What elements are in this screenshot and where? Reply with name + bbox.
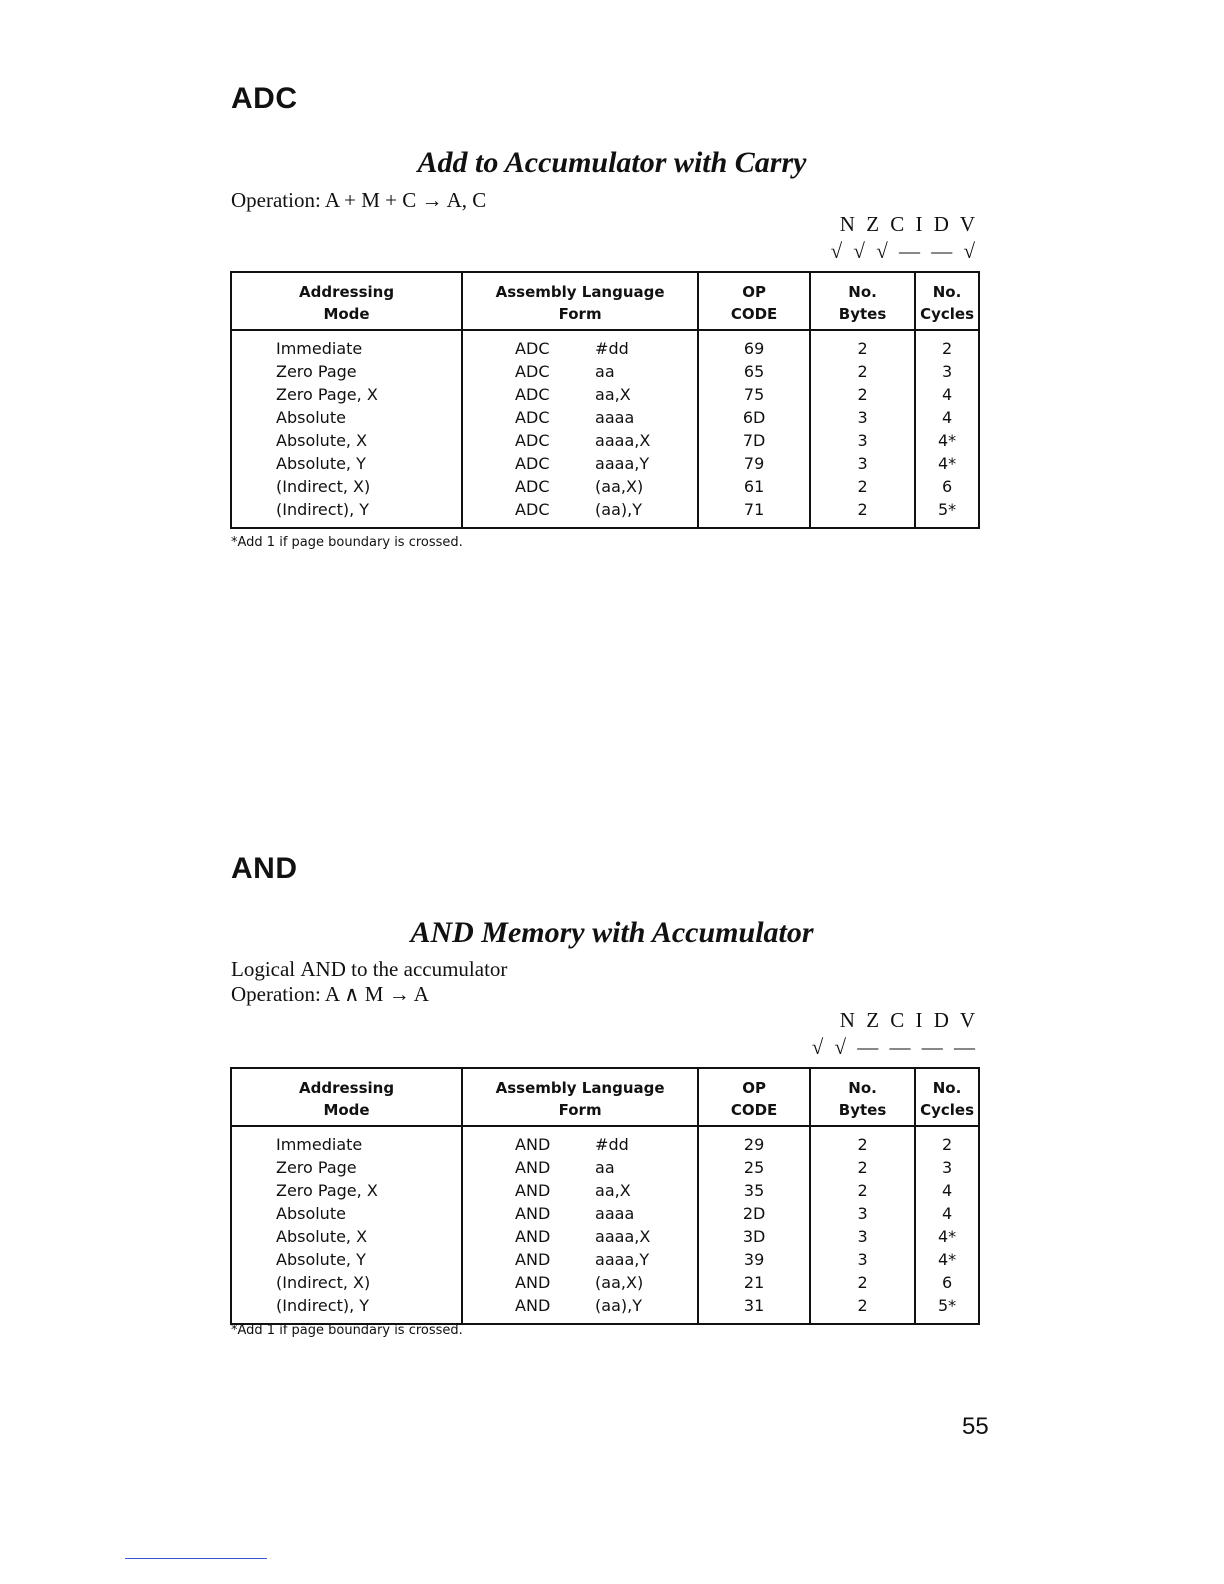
- cell-operand: #dd: [595, 339, 629, 358]
- cell-assembly: [462, 360, 698, 383]
- cell-mnemonic: ADC: [515, 339, 550, 358]
- flags-values: √ √ √ — — √: [830, 239, 978, 263]
- cell-mnemonic: AND: [515, 1158, 551, 1177]
- cell-bytes: 3: [810, 1248, 915, 1271]
- header-assembly-form: [462, 272, 698, 330]
- header-op-code: [698, 1068, 810, 1126]
- flags-header: N Z C I D V: [839, 1008, 978, 1032]
- cell-bytes: 2: [810, 383, 915, 406]
- cell-mode: Absolute: [231, 1202, 462, 1225]
- description-prefix: Logical: [231, 957, 301, 981]
- header-line: Addressing: [298, 1079, 395, 1097]
- cell-mnemonic: AND: [515, 1227, 551, 1246]
- cell-mode: Zero Page: [231, 360, 462, 383]
- page-number: 55: [962, 1413, 989, 1440]
- header-line: Mode: [323, 305, 370, 323]
- cell-mode: (Indirect, X): [231, 475, 462, 498]
- cell-assembly: [462, 383, 698, 406]
- cell-mode: Absolute, Y: [231, 1248, 462, 1271]
- cell-cycles: 4*: [937, 454, 957, 473]
- table-row: [231, 1248, 979, 1271]
- cell-bytes: 2: [810, 1271, 915, 1294]
- header-cycles: [915, 1068, 979, 1126]
- header-line: Addressing: [298, 283, 395, 301]
- header-line: OP: [742, 1079, 766, 1097]
- cell-bytes: 3: [810, 452, 915, 475]
- header-line: OP: [742, 283, 766, 301]
- cell-operand: aa,X: [595, 385, 631, 404]
- cell-operand: aaaa,X: [595, 431, 651, 450]
- cell-assembly: [462, 1294, 698, 1324]
- cell-bytes: 2: [810, 1126, 915, 1156]
- header-line: No.: [848, 1079, 877, 1097]
- flags-values: √ √ — — — —: [811, 1035, 978, 1059]
- description-line: [231, 957, 507, 982]
- cell-operand: aa: [595, 1158, 615, 1177]
- cell-mnemonic: AND: [515, 1296, 551, 1315]
- cell-cycles: 4: [941, 1204, 953, 1223]
- cell-assembly: [462, 1126, 698, 1156]
- header-line: Form: [558, 305, 602, 323]
- cell-bytes: 3: [810, 429, 915, 452]
- cell-mode: Zero Page, X: [231, 1179, 462, 1202]
- cell-opcode: 69: [698, 330, 810, 360]
- cell-cycles: 4*: [937, 1227, 957, 1246]
- cell-mode: Zero Page, X: [231, 383, 462, 406]
- instruction-mnemonic: AND: [231, 852, 298, 885]
- cell-operand: aaaa,Y: [595, 454, 650, 473]
- cell-assembly: [462, 1156, 698, 1179]
- header-line: Assembly Language: [495, 283, 665, 301]
- cell-cycles: 4: [941, 408, 953, 427]
- table-row: [231, 383, 979, 406]
- table-header-row: [231, 1068, 979, 1126]
- header-addressing-mode: [231, 272, 462, 330]
- header-cycles: [915, 272, 979, 330]
- cell-opcode: 39: [698, 1248, 810, 1271]
- header-line: No.: [848, 283, 877, 301]
- description-keyword: AND: [300, 957, 346, 981]
- cell-mnemonic: ADC: [515, 431, 550, 450]
- cell-mnemonic: AND: [515, 1135, 551, 1154]
- cell-mode: Immediate: [231, 1126, 462, 1156]
- cell-bytes: 2: [810, 1294, 915, 1324]
- cell-cycles: 2: [941, 1135, 953, 1154]
- cell-opcode: 3D: [698, 1225, 810, 1248]
- cell-mode: Absolute, Y: [231, 452, 462, 475]
- cell-assembly: [462, 475, 698, 498]
- flags-header: N Z C I D V: [839, 212, 978, 236]
- cell-opcode: 71: [698, 498, 810, 528]
- cell-bytes: 2: [810, 360, 915, 383]
- cell-opcode: 2D: [698, 1202, 810, 1225]
- operation-formula: Operation: A + M + C → A, C: [231, 188, 487, 212]
- cell-opcode: 35: [698, 1179, 810, 1202]
- table-row: [231, 429, 979, 452]
- description-rest: to the accumulator: [345, 957, 508, 981]
- cell-opcode: 21: [698, 1271, 810, 1294]
- cell-operand: aa: [595, 362, 615, 381]
- table-row: [231, 1126, 979, 1156]
- cell-bytes: 2: [810, 475, 915, 498]
- cell-mnemonic: ADC: [515, 477, 550, 496]
- cell-mnemonic: AND: [515, 1204, 551, 1223]
- cell-assembly: [462, 498, 698, 528]
- header-line: Assembly Language: [495, 1079, 665, 1097]
- cell-assembly: [462, 1225, 698, 1248]
- header-assembly-form: [462, 1068, 698, 1126]
- cell-mode: (Indirect), Y: [231, 498, 462, 528]
- cell-cycles: 2: [941, 339, 953, 358]
- cell-operand: aaaa,Y: [595, 1250, 650, 1269]
- cell-assembly: [462, 406, 698, 429]
- cell-mode: Absolute: [231, 406, 462, 429]
- cell-operand: (aa,X): [595, 477, 644, 496]
- table-row: [231, 1225, 979, 1248]
- cell-bytes: 2: [810, 330, 915, 360]
- header-line: No.: [932, 1079, 962, 1097]
- opcode-table: [230, 1067, 980, 1325]
- cell-mode: Absolute, X: [231, 429, 462, 452]
- cell-operand: aaaa: [595, 408, 635, 427]
- cell-mnemonic: ADC: [515, 385, 550, 404]
- cell-cycles: 5*: [937, 500, 957, 519]
- table-row: [231, 1294, 979, 1324]
- cell-assembly: [462, 1202, 698, 1225]
- cell-mnemonic: ADC: [515, 362, 550, 381]
- cell-bytes: 2: [810, 1179, 915, 1202]
- instruction-mnemonic: ADC: [231, 82, 298, 115]
- cell-operand: (aa,X): [595, 1273, 644, 1292]
- table-row: [231, 330, 979, 360]
- header-line: Bytes: [838, 1101, 887, 1119]
- cell-bytes: 2: [810, 1156, 915, 1179]
- cell-cycles: 4: [941, 385, 953, 404]
- header-bytes: [810, 272, 915, 330]
- table-row: [231, 360, 979, 383]
- header-line: Form: [558, 1101, 602, 1119]
- cell-operand: aaaa: [595, 1204, 635, 1223]
- table-row: [231, 475, 979, 498]
- instruction-title: AND Memory with Accumulator: [410, 916, 814, 949]
- cell-opcode: 79: [698, 452, 810, 475]
- cell-assembly: [462, 1271, 698, 1294]
- header-line: Bytes: [838, 305, 887, 323]
- cell-bytes: 3: [810, 406, 915, 429]
- header-addressing-mode: [231, 1068, 462, 1126]
- header-line: CODE: [730, 1101, 778, 1119]
- cell-operand: aa,X: [595, 1181, 631, 1200]
- cell-opcode: 31: [698, 1294, 810, 1324]
- cell-operand: aaaa,X: [595, 1227, 651, 1246]
- cell-cycles: 3: [941, 362, 953, 381]
- cell-assembly: [462, 429, 698, 452]
- table-row: [231, 406, 979, 429]
- table-header-row: [231, 272, 979, 330]
- cell-mnemonic: ADC: [515, 408, 550, 427]
- cell-operand: #dd: [595, 1135, 629, 1154]
- cell-assembly: [462, 330, 698, 360]
- cell-mode: Immediate: [231, 330, 462, 360]
- cell-bytes: 3: [810, 1225, 915, 1248]
- cell-mnemonic: AND: [515, 1273, 551, 1292]
- cell-mnemonic: ADC: [515, 500, 550, 519]
- table-row: [231, 1156, 979, 1179]
- cell-mode: (Indirect), Y: [231, 1294, 462, 1324]
- header-line: CODE: [730, 305, 778, 323]
- cell-assembly: [462, 1179, 698, 1202]
- cell-opcode: 61: [698, 475, 810, 498]
- operation-formula: Operation: A ∧ M → A: [231, 982, 429, 1006]
- cell-cycles: 6: [941, 477, 953, 496]
- cell-opcode: 25: [698, 1156, 810, 1179]
- header-line: Mode: [323, 1101, 370, 1119]
- table-footnote: *Add 1 if page boundary is crossed.: [231, 535, 463, 550]
- cell-bytes: 3: [810, 1202, 915, 1225]
- cell-mode: Zero Page: [231, 1156, 462, 1179]
- cell-mnemonic: ADC: [515, 454, 550, 473]
- table-footnote: *Add 1 if page boundary is crossed.: [231, 1323, 463, 1338]
- instruction-title: Add to Accumulator with Carry: [417, 146, 807, 179]
- footer-rule: [125, 1558, 267, 1559]
- cell-mnemonic: AND: [515, 1181, 551, 1200]
- cell-opcode: 6D: [698, 406, 810, 429]
- cell-cycles: 5*: [937, 1296, 957, 1315]
- header-op-code: [698, 272, 810, 330]
- cell-operand: (aa),Y: [595, 1296, 642, 1315]
- table-row: [231, 1271, 979, 1294]
- cell-cycles: 4*: [937, 431, 957, 450]
- cell-cycles: 6: [941, 1273, 953, 1292]
- cell-mode: (Indirect, X): [231, 1271, 462, 1294]
- table-row: [231, 452, 979, 475]
- opcode-table: [230, 271, 980, 529]
- cell-cycles: 4*: [937, 1250, 957, 1269]
- cell-opcode: 29: [698, 1126, 810, 1156]
- header-line: Cycles: [920, 1101, 974, 1119]
- cell-opcode: 75: [698, 383, 810, 406]
- table-row: [231, 1202, 979, 1225]
- cell-cycles: 3: [941, 1158, 953, 1177]
- cell-opcode: 7D: [698, 429, 810, 452]
- header-bytes: [810, 1068, 915, 1126]
- cell-assembly: [462, 1248, 698, 1271]
- cell-opcode: 65: [698, 360, 810, 383]
- header-line: No.: [932, 283, 962, 301]
- table-row: [231, 1179, 979, 1202]
- header-line: Cycles: [920, 305, 974, 323]
- cell-assembly: [462, 452, 698, 475]
- table-row: [231, 498, 979, 528]
- cell-operand: (aa),Y: [595, 500, 642, 519]
- cell-mode: Absolute, X: [231, 1225, 462, 1248]
- cell-mnemonic: AND: [515, 1250, 551, 1269]
- cell-cycles: 4: [941, 1181, 953, 1200]
- cell-bytes: 2: [810, 498, 915, 528]
